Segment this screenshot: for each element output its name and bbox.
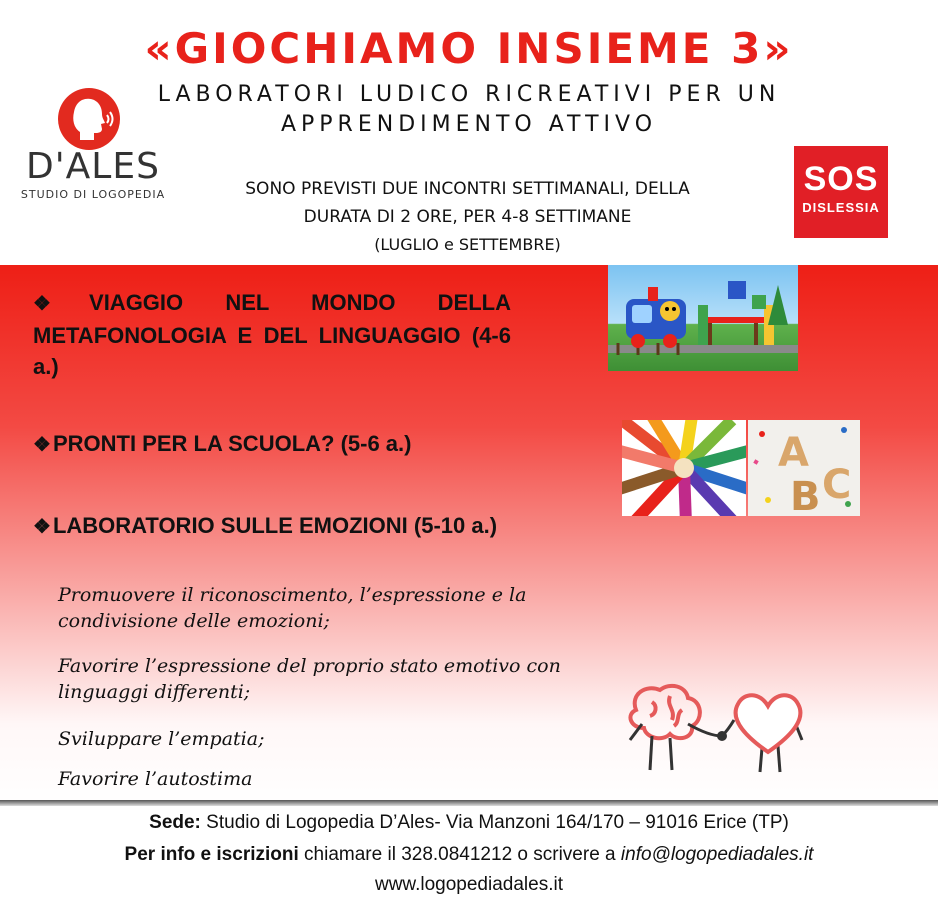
info-line-2: DURATA DI 2 ORE, PER 4-8 SETTIMANE bbox=[303, 207, 632, 227]
info-line-3: (LUGLIO e SETTEMBRE) bbox=[374, 235, 561, 254]
footer-contact bbox=[0, 844, 938, 866]
sos-dislessia-logo bbox=[794, 146, 888, 238]
bullet-icon: ❖ bbox=[33, 293, 88, 315]
sede-text: Studio di Logopedia D’Ales- Via Manzoni 164/170 – 91016 Erice (TP) bbox=[206, 812, 789, 833]
schedule-info bbox=[150, 175, 785, 259]
goal-2: Favorire l’espressione del proprio stato emotivo con linguaggi differenti; bbox=[58, 655, 561, 703]
dales-logo bbox=[18, 88, 168, 208]
info-line-1: SONO PREVISTI DUE INCONTRI SETTIMANALI, DELLA bbox=[245, 179, 690, 199]
footer-address bbox=[0, 812, 938, 834]
bullet-icon: ❖ bbox=[33, 516, 51, 538]
dislessia-text: DISLESSIA bbox=[802, 200, 880, 215]
sos-text: SOS bbox=[803, 160, 879, 198]
workshop-item-1 bbox=[33, 287, 511, 382]
goal-3: Sviluppare l’empatia; bbox=[58, 728, 265, 750]
goal-4: Favorire l’autostima bbox=[58, 768, 253, 790]
bullet-icon: ❖ bbox=[33, 434, 51, 456]
svg-text:B: B bbox=[790, 474, 821, 516]
subtitle-line-2: APPRENDIMENTO ATTIVO bbox=[280, 112, 658, 137]
head-profile-icon bbox=[58, 88, 120, 150]
svg-text:C: C bbox=[822, 462, 852, 508]
logo-name: D'ALES bbox=[26, 146, 160, 187]
info-text: chiamare il 328.0841212 o scrivere a bbox=[304, 844, 616, 865]
subtitle-line-1: LABORATORI LUDICO RICREATIVI PER UN bbox=[157, 82, 781, 107]
brain-heart-illustration bbox=[622, 680, 808, 780]
workshop-item-2 bbox=[33, 428, 511, 461]
goal-1: Promuovere il riconoscimento, l’espressione e la condivisione delle emozioni; bbox=[58, 584, 527, 632]
workshop-item-1-label: VIAGGIO NEL MONDO DELLA METAFONOLOGIA E DEL LINGUAGGIO (4-6 a.) bbox=[33, 290, 511, 379]
workshop-item-2-label: PRONTI PER LA SCUOLA? (5-6 a.) bbox=[52, 431, 412, 456]
svg-text:A: A bbox=[778, 430, 809, 476]
website-link[interactable]: www.logopediadales.it bbox=[374, 874, 563, 895]
info-label: Per info e iscrizioni bbox=[124, 844, 299, 865]
train-illustration bbox=[608, 265, 798, 371]
sede-label: Sede: bbox=[149, 812, 201, 833]
colored-pencils-image bbox=[622, 420, 746, 516]
poster-title: «GIOCHIAMO INSIEME 3» bbox=[144, 24, 794, 73]
abc-letters-image bbox=[748, 420, 860, 516]
workshop-item-3 bbox=[33, 510, 511, 543]
email-link[interactable]: info@logopediadales.it bbox=[620, 844, 814, 865]
workshop-item-3-label: LABORATORIO SULLE EMOZIONI (5-10 a.) bbox=[52, 513, 498, 538]
logo-tagline: STUDIO DI LOGOPEDIA bbox=[20, 188, 166, 201]
